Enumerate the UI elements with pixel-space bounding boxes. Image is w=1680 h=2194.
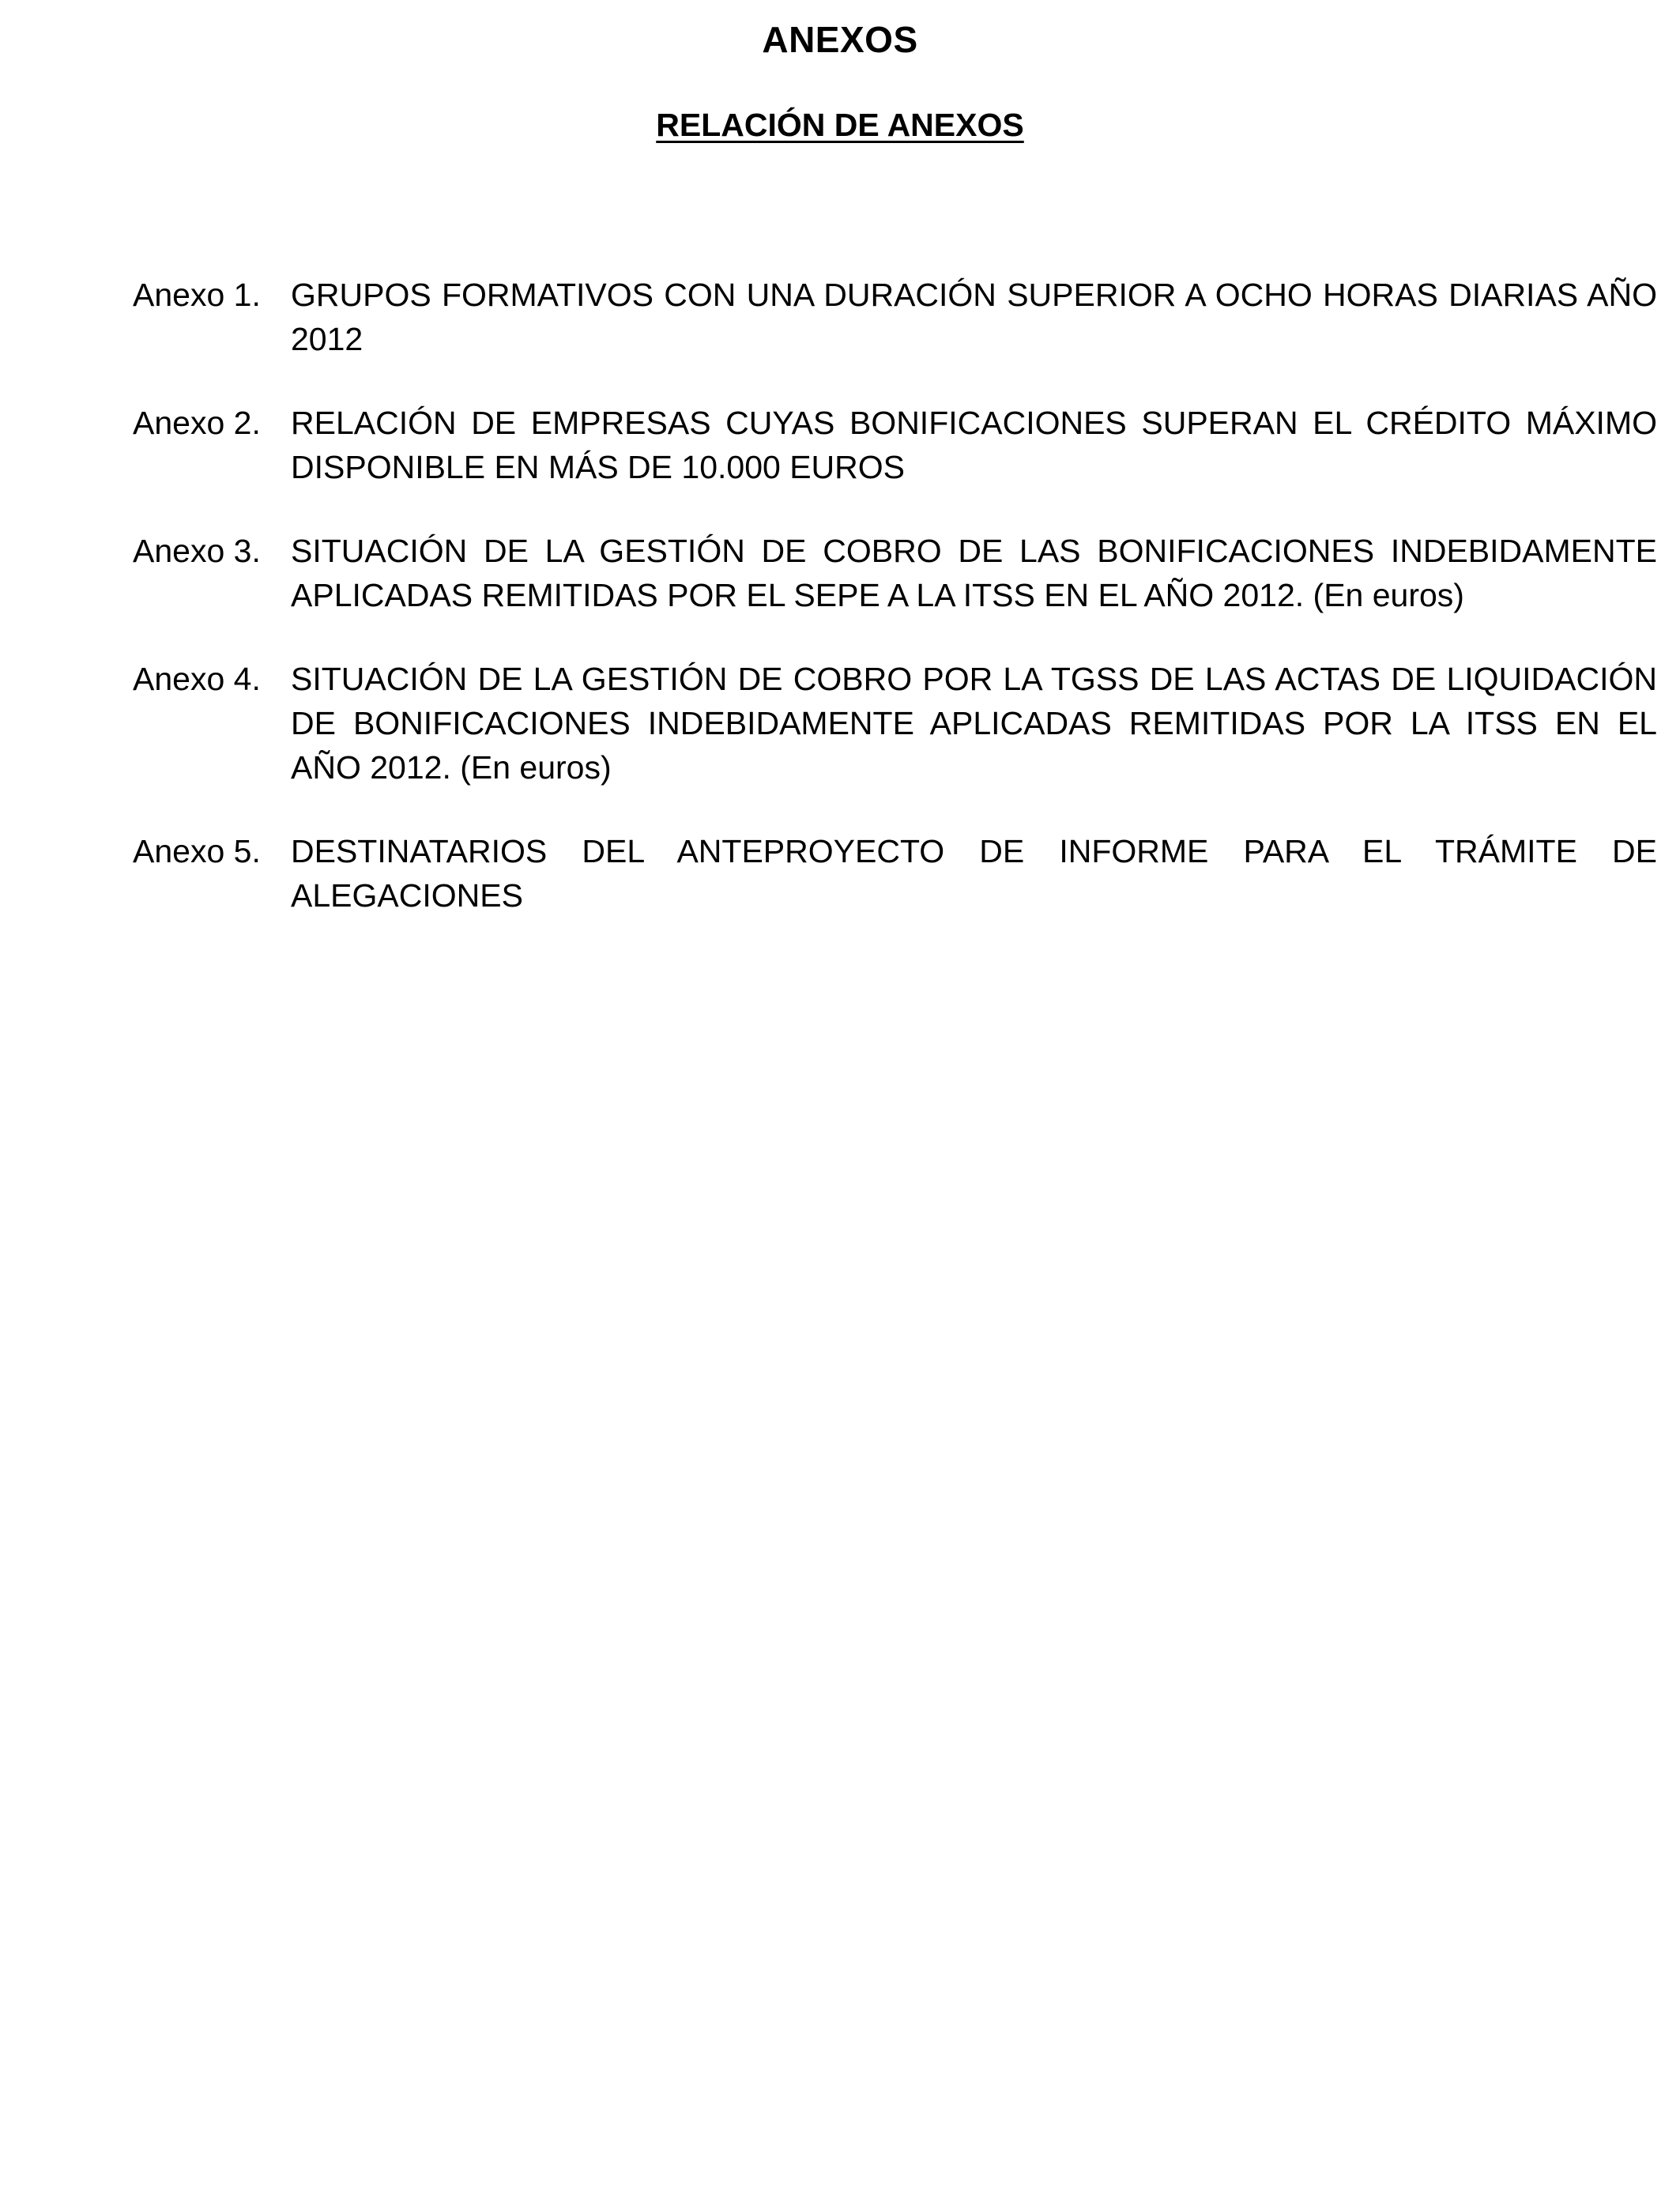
annex-item-5	[133, 829, 1657, 918]
annex-label: Anexo 1.	[133, 277, 261, 313]
section-subtitle	[0, 103, 1680, 147]
annex-text: DESTINATARIOS DEL ANTEPROYECTO DE INFORME PARA EL TRÁMITE DE ALEGACIONES	[291, 833, 1657, 914]
annex-item-4	[133, 657, 1657, 790]
annex-text: SITUACIÓN DE LA GESTIÓN DE COBRO DE LAS BONIFICACIONES INDEBIDAMENTE APLICADAS REMITIDAS POR EL SEPE A LA ITSS EN EL AÑO 2012. (En euros)	[291, 533, 1657, 613]
annex-label: Anexo 5.	[133, 833, 261, 869]
annex-label: Anexo 3.	[133, 533, 261, 569]
section-subtitle-text: RELACIÓN DE ANEXOS	[656, 107, 1024, 143]
annex-text: RELACIÓN DE EMPRESAS CUYAS BONIFICACIONES SUPERAN EL CRÉDITO MÁXIMO DISPONIBLE EN MÁS DE 10.000 EUROS	[291, 405, 1657, 485]
annex-item-2	[133, 401, 1657, 489]
annex-text: GRUPOS FORMATIVOS CON UNA DURACIÓN SUPERIOR A OCHO HORAS DIARIAS AÑO 2012	[291, 277, 1657, 357]
annex-item-3	[133, 529, 1657, 617]
annex-label: Anexo 4.	[133, 661, 261, 697]
annex-item-1	[133, 273, 1657, 361]
annex-list	[133, 273, 1657, 957]
annex-text: SITUACIÓN DE LA GESTIÓN DE COBRO POR LA TGSS DE LAS ACTAS DE LIQUIDACIÓN DE BONIFICACIONES INDEBIDAMENTE APLICADAS REMITIDAS POR LA ITSS EN EL AÑO 2012. (En euros)	[291, 661, 1657, 786]
annex-label: Anexo 2.	[133, 405, 261, 441]
page-title: ANEXOS	[762, 19, 918, 60]
